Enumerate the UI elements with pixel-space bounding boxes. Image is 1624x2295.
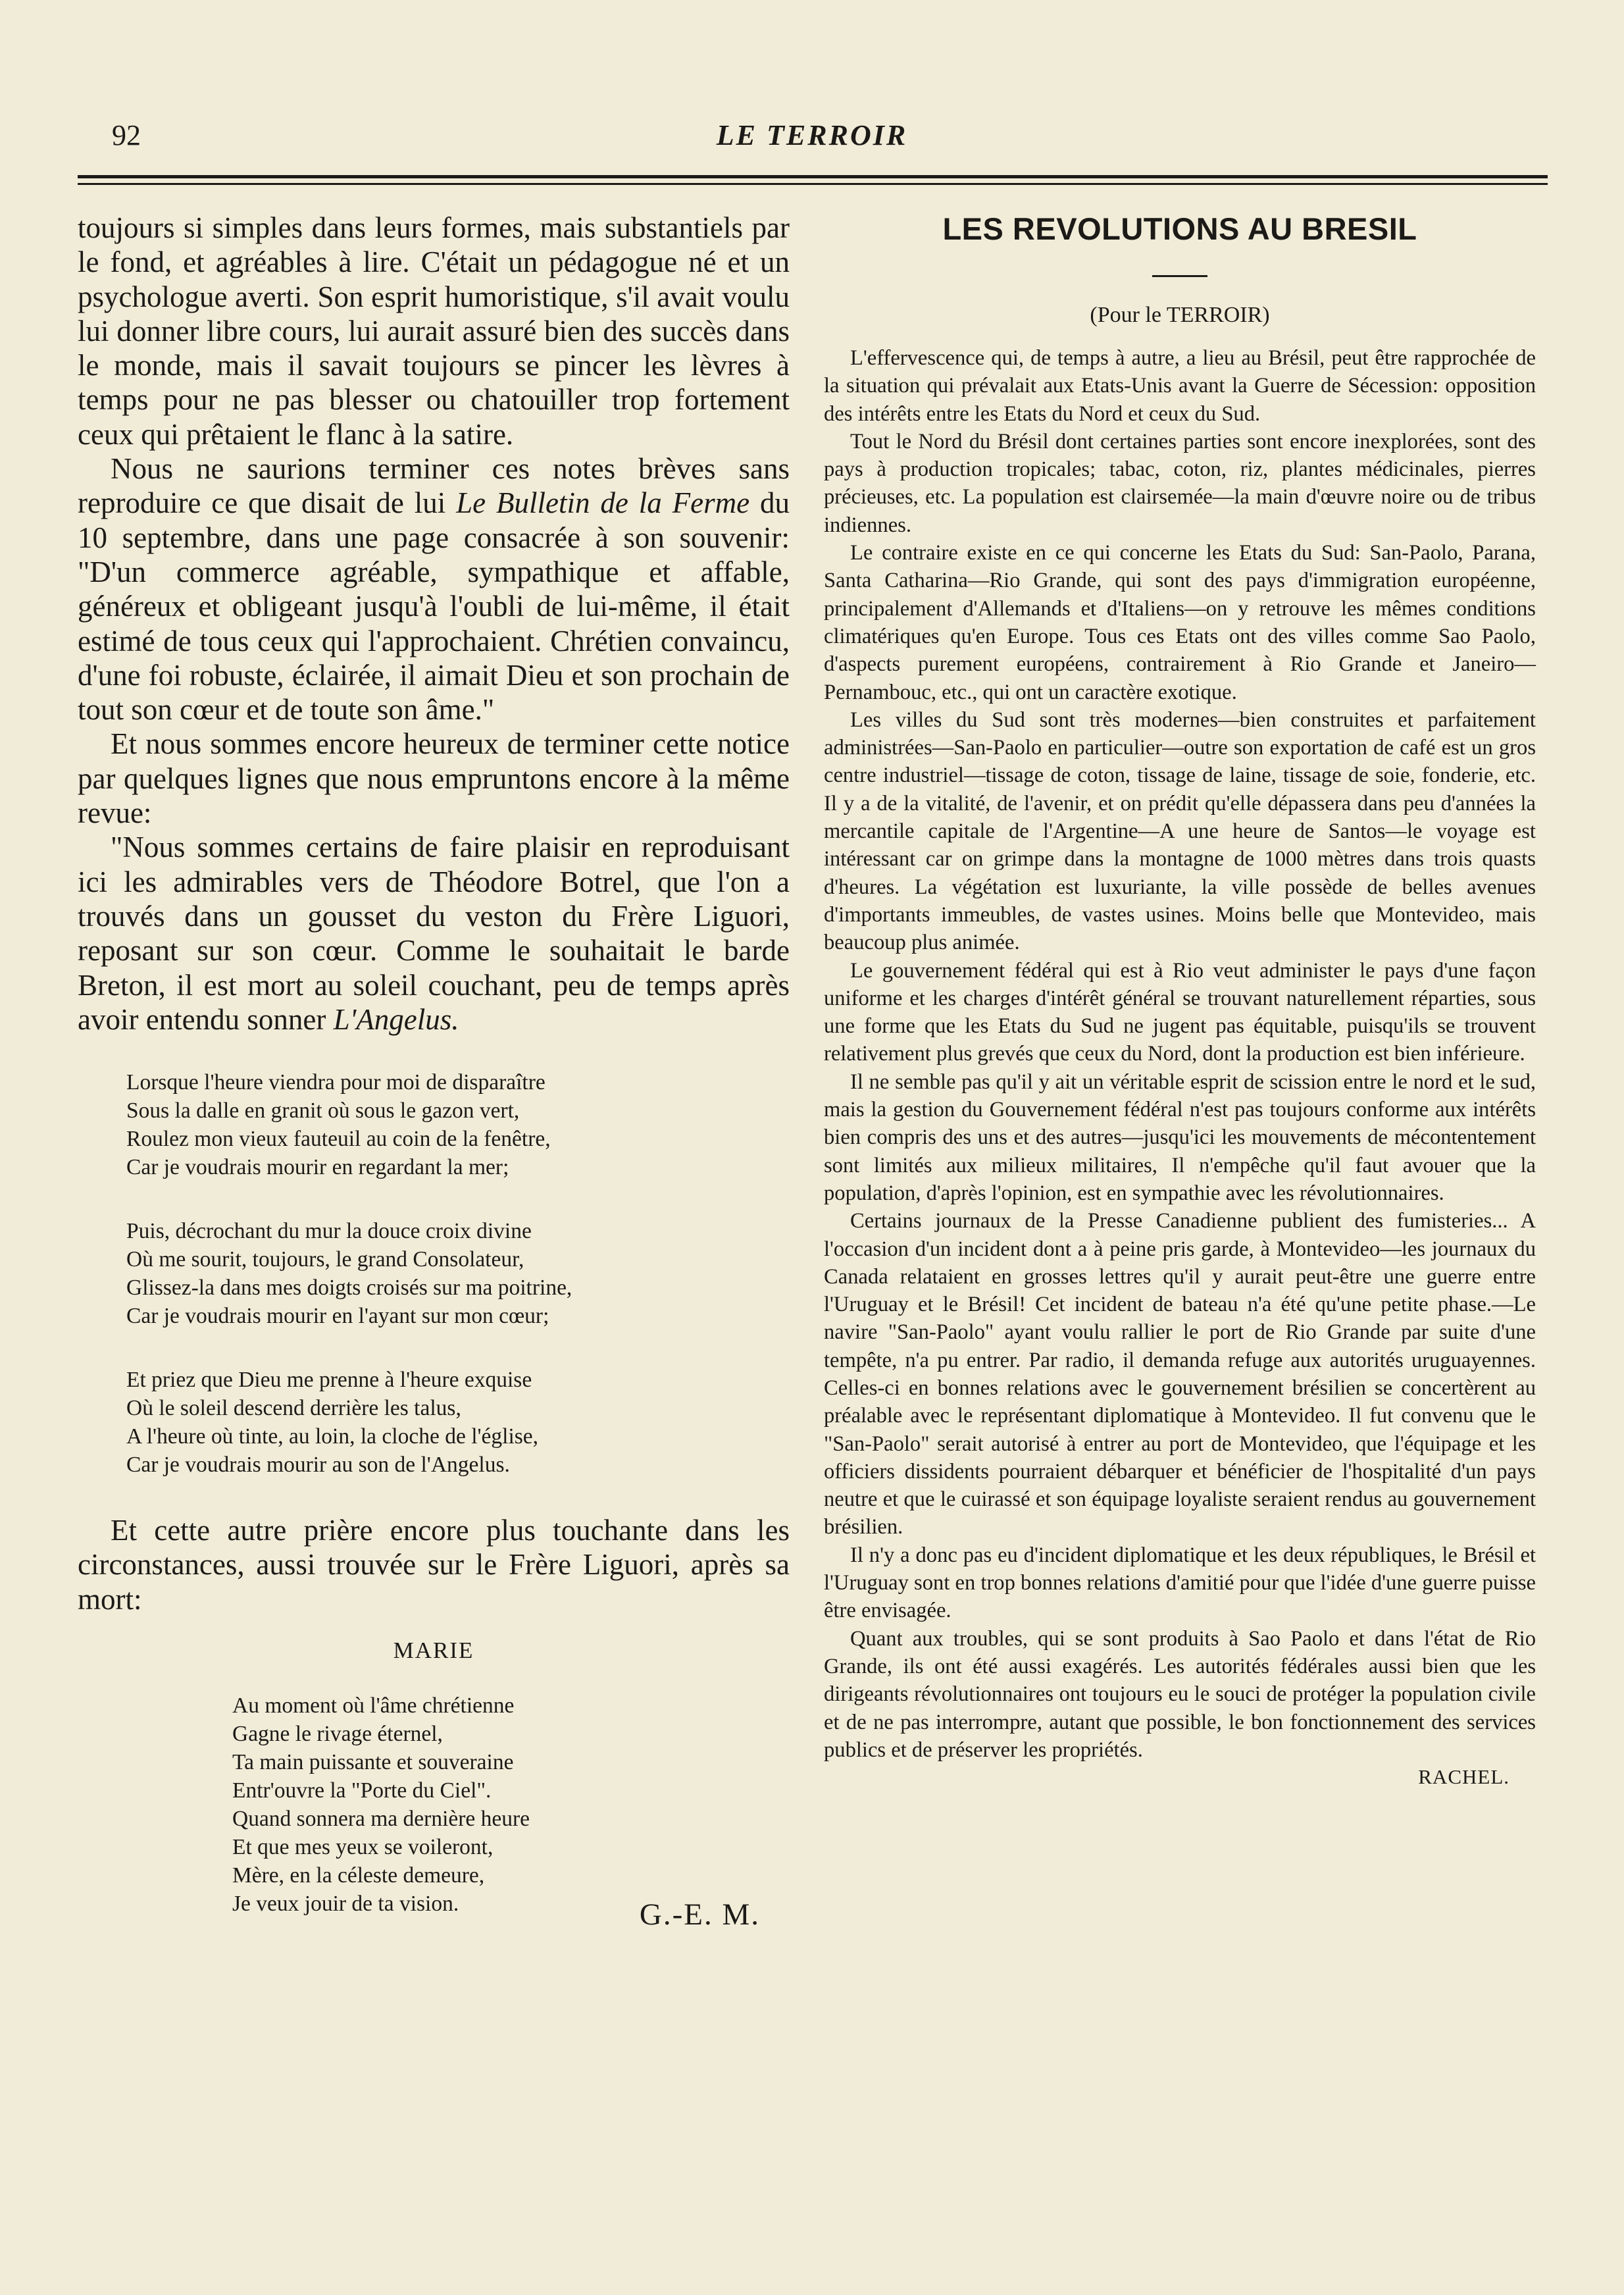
poem-line: Quand sonnera ma dernière heure (232, 1807, 530, 1832)
signature: RACHEL. (1418, 1765, 1510, 1789)
paragraph: Et nous sommes encore heureux de terminer cette notice par quelques lignes que nous empruntons encore à la même revue: (78, 727, 790, 830)
paragraph: Il n'y a donc pas eu d'incident diplomatique et les deux républiques, le Brésil et l'Uruguay sont en trop bonnes relations d'amitié pour que l'idée d'une guerre puisse être envisagée. (824, 1543, 1536, 1623)
left-column (78, 211, 790, 1931)
paragraph: "Nous sommes certains de faire plaisir en reproduisant ici les admirables vers de Théodore Botrel, que l'on a trouvés dans un gousset du veston du Frère Liguori, reposant sur son cœur. Comme le souhaitait le barde Breton, il est mort au soleil couchant, peu de temps après avoir entendu sonner L'Angelus. (78, 831, 790, 1036)
poem-line: Car je voudrais mourir au son de l'Angelus. (126, 1453, 510, 1478)
poem-line: A l'heure où tinte, au loin, la cloche de l'église, (126, 1424, 539, 1449)
poem-line: Roulez mon vieux fauteuil au coin de la fenêtre, (126, 1127, 551, 1152)
poem-line: Entr'ouvre la "Porte du Ciel". (232, 1778, 492, 1803)
poem-botrel (126, 1068, 790, 1479)
angelus-title: L'Angelus. (333, 1002, 459, 1036)
poem-line: Glissez-la dans mes doigts croisés sur ma poitrine, (126, 1276, 572, 1301)
paragraph: Et cette autre prière encore plus touchante dans les circonstances, aussi trouvée sur le Frère Liguori, après sa mort: (78, 1514, 790, 1616)
paragraph: Certains journaux de la Presse Canadienne publient des fumisteries... A l'occasion d'un incident dont a à peine pris garde, à Montevideo—les journaux du Canada relataient en grosses lettres qu'il y aurait peut-être une guerre entre l'Uruguay et le Brésil! Cet incident de bateau n'a été qu'une petite phase.—Le navire "San-Paolo" ayant voulu rallier le port de Rio Grande par suite d'une tempête, n'a pu entrer. Par radio, il demanda refuge aux autorités uruguayennes. Celles-ci en bonnes relations avec le gouvernement brésilien se concertèrent au préalable avec le représentant diplomatique à Montevideo. Il fut convenu que le "San-Paolo" serait autorisé à entrer au port de Montevideo, que l'équipage et les officiers dissidents pourraient débarquer et bénéficier de l'hospitalité d'un pays neutre et que le cuirassé et son équipage loyaliste seraient rendus au gouvernement brésilien. (824, 1209, 1536, 1539)
paragraph: L'effervescence qui, de temps à autre, a lieu au Brésil, peut être rapprochée de la situation qui prévalait aux Etats-Unis avant la Guerre de Sécession: opposition des intérêts entre les Etats du Nord et ceux du Sud. (824, 346, 1536, 426)
poem-line: Sous la dalle en granit où sous le gazon vert, (126, 1098, 520, 1123)
poem-line: Au moment où l'âme chrétienne (232, 1693, 515, 1718)
poem-line: Lorsque l'heure viendra pour moi de disparaître (126, 1070, 546, 1095)
paragraph: Quant aux troubles, qui se sont produits à Sao Paolo et dans l'état de Rio Grande, ils ont été aussi exagérés. Les autorités fédérales aussi bien que les dirigeants révolutionnaires ont toujours eu le souci de protéger la population civile et de ne pas interrompre, autant que possible, le bon fonctionnement des services publics et de préserver les propriétés. (824, 1626, 1536, 1762)
poem-line: Puis, décrochant du mur la douce croix divine (126, 1219, 532, 1244)
poem-line: Et que mes yeux se voileront, (232, 1835, 494, 1860)
poem-line: Et priez que Dieu me prenne à l'heure exquise (126, 1368, 532, 1393)
article-subtitle: (Pour le TERROIR) (1090, 303, 1270, 327)
poem-line: Gagne le rivage éternel, (232, 1722, 443, 1747)
paragraph: Tout le Nord du Brésil dont certaines parties sont encore inexplorées, sont des pays à production tropicales; tabac, coton, riz, plantes médicinales, pierres précieuses, etc. La population est clairsemée—la main d'œuvre noire ou de tribus indiennes. (824, 429, 1536, 537)
page-number: 92 (112, 119, 141, 151)
publication-title: Le Bulletin de la Ferme (456, 486, 750, 520)
poem-marie (232, 1691, 790, 1918)
right-column (824, 211, 1536, 1790)
article-title: LES REVOLUTIONS AU BRESIL (942, 211, 1417, 246)
journal-title: LE TERROIR (716, 119, 908, 151)
paragraph: Nous ne saurions terminer ces notes brèves sans reproduire ce que disait de lui Le Bulletin de la Ferme du 10 septembre, dans une page consacrée à son souvenir: "D'un commerce agréable, sympathique et affable, généreux et obligeant jusqu'à l'oubli de lui-même, il était estimé de tous ceux qui l'approchaient. Chrétien convaincu, d'une foi robuste, éclairée, il aimait Dieu et son prochain de tout son cœur et de toute son âme." (78, 452, 790, 727)
poem-line: Ta main puissante et souveraine (232, 1750, 514, 1775)
poem-line: Car je voudrais mourir en l'ayant sur mon cœur; (126, 1304, 549, 1329)
poem-line: Car je voudrais mourir en regardant la mer; (126, 1155, 509, 1180)
paragraph: Le contraire existe en ce qui concerne les Etats du Sud: San-Paolo, Parana, Santa Catharina—Rio Grande, qui sont des pays d'immigration européenne, principalement d'Allemands et d'Italiens—on y retrouve les mêmes conditions climatériques qu'en Europe. Tous ces Etats ont des villes comme Sao Paolo, d'aspects purement européens, contrairement à Rio Grande et Janeiro—Pernambouc, etc., qui ont un caractère exotique. (824, 541, 1536, 704)
poem-line: Où le soleil descend derrière les talus, (126, 1396, 461, 1421)
poem-line: Mère, en la céleste demeure, (232, 1863, 485, 1888)
title-divider (1152, 275, 1207, 277)
signature: G.-E. M. (639, 1897, 760, 1932)
poem-line: Où me sourit, toujours, le grand Consolateur, (126, 1247, 524, 1272)
header-rule (78, 175, 1548, 178)
page-header (0, 118, 1624, 165)
paragraph: Il ne semble pas qu'il y ait un véritable esprit de scission entre le nord et le sud, mais la gestion du Gouvernement fédéral n'est pas toujours conforme aux intérêts bien compris des uns et des autres—jusqu'ici les mouvements de mécontentement sont limités aux milieux militaires, Il n'empêche qu'il faut avouer que la population, d'après l'opinion, est en sympathie avec les révolutionnaires. (824, 1070, 1536, 1205)
paragraph: Le gouvernement fédéral qui est à Rio veut administer le pays d'une façon uniforme et les charges d'intérêt général se trouvant naturellement réparties, sous une forme que les Etats du Sud ne jugent pas équitable, puisqu'ils se trouvent relativement plus grevés que ceux du Nord, dont la production est bien inférieure. (824, 958, 1536, 1066)
paragraph: toujours si simples dans leurs formes, mais substantiels par le fond, et agréables à lire. C'était un pédagogue né et un psychologue averti. Son esprit humoristique, s'il avait voulu lui donner libre cours, lui aurait assuré bien des succès dans le monde, mais il savait toujours se pincer les lèvres à temps pour ne pas blesser ou chatouiller trop fortement ceux qui prêtaient le flanc à la satire. (78, 211, 790, 451)
poem-line: Je veux jouir de ta vision. (232, 1892, 459, 1917)
header-rule-thin (78, 183, 1548, 185)
poem-title: MARIE (393, 1637, 474, 1664)
paragraph: Les villes du Sud sont très modernes—bien construites et parfaitement administrées—San-Paolo en particulier—outre son exportation de café est un gros centre industriel—tissage de coton, tissage de laine, tissage de soie, fonderie, etc. Il y a de la vitalité, de l'avenir, et on prédit qu'elle dépassera dans peu d'années la mercantile capitale de l'Argentine—A une heure de Santos—le voyage est intéressant car on grimpe dans la montagne de 1000 mètres dans trois quasts d'heures. La végétation est luxuriante, la ville possède de belles avenues d'importants immeubles, de vastes usines. Moins belle que Montevideo, mais beaucoup plus animée. (824, 708, 1536, 955)
